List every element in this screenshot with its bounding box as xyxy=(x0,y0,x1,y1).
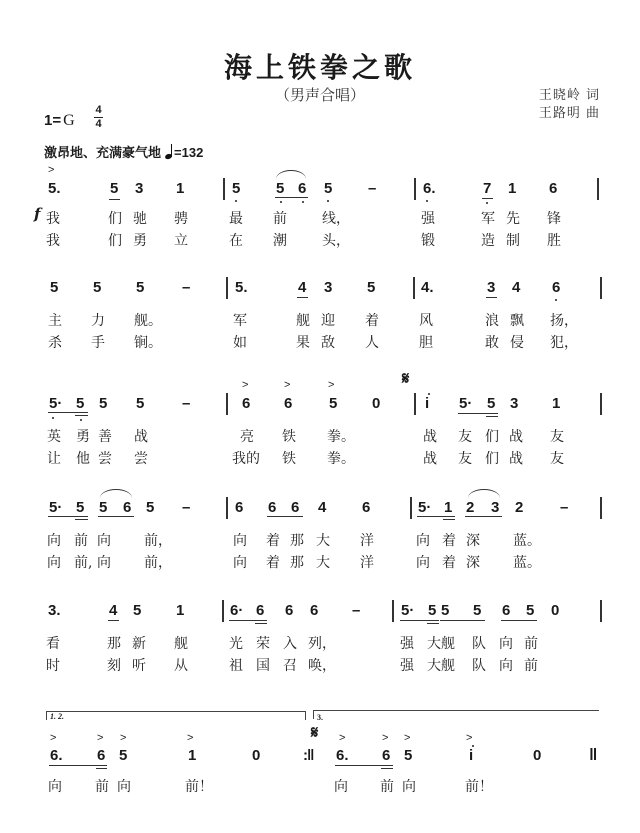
lyric: 前 xyxy=(95,779,109,795)
underline xyxy=(417,516,455,517)
note: 6· xyxy=(230,602,244,619)
time-bottom: 4 xyxy=(95,118,102,130)
lyric: 勇 xyxy=(76,429,90,445)
lyric: 我 xyxy=(46,233,60,249)
lyric: 们 xyxy=(485,429,499,445)
note: 5 xyxy=(428,602,437,619)
lyric: 着 xyxy=(266,555,280,571)
lyric: 向 xyxy=(47,555,61,571)
rest-zero: 0 xyxy=(551,602,560,619)
note: 5 xyxy=(276,180,285,197)
note: 5 xyxy=(487,395,496,412)
lyric: 向 xyxy=(97,555,111,571)
underline xyxy=(108,620,119,621)
lyric: 听 xyxy=(132,658,146,674)
lyric: 立 xyxy=(174,233,188,249)
note: 5 xyxy=(110,180,119,197)
note: 4 xyxy=(109,602,118,619)
barline xyxy=(414,393,416,415)
lyric: 向 xyxy=(47,533,61,549)
note: 3 xyxy=(487,279,496,296)
accent-mark: > xyxy=(97,732,104,744)
note: 3. xyxy=(48,602,61,619)
lyric: 力 xyxy=(91,313,105,329)
underline xyxy=(501,620,537,621)
note: 5 xyxy=(76,395,85,412)
slur xyxy=(276,170,306,179)
note: 4 xyxy=(318,499,327,516)
lyric: 在 xyxy=(229,233,243,249)
note: 1 xyxy=(176,602,185,619)
lyric: 勇 xyxy=(133,233,147,249)
time-signature xyxy=(94,104,103,131)
underline xyxy=(482,198,493,199)
underline xyxy=(75,415,88,416)
underline xyxy=(96,768,107,769)
lyric: 如 xyxy=(233,335,247,351)
barline xyxy=(597,178,599,200)
note: 5 xyxy=(329,395,338,412)
volta-label-1: 1. 2. xyxy=(50,712,64,721)
barline xyxy=(600,277,602,299)
lyric: 敌 xyxy=(321,335,335,351)
lyric: 舰。 xyxy=(134,313,162,329)
tempo-marking xyxy=(44,142,203,161)
lyric: 飘 xyxy=(510,313,524,329)
lyric: 亮 xyxy=(240,429,254,445)
note-high: i xyxy=(425,395,430,412)
lyric: 们 xyxy=(485,451,499,467)
accent-mark: > xyxy=(48,164,55,176)
note: 1 xyxy=(444,499,453,516)
lyric: 铁 xyxy=(282,429,296,445)
low-octave-dot xyxy=(280,201,282,203)
barline xyxy=(414,178,416,200)
underline xyxy=(48,516,88,517)
lyric: 战 xyxy=(423,451,437,467)
low-octave-dot xyxy=(486,202,488,204)
underline xyxy=(75,519,88,520)
note: 5 xyxy=(119,747,128,764)
low-octave-dot xyxy=(235,200,237,202)
rest-dash: – xyxy=(182,499,191,516)
lyric: 舰 xyxy=(296,313,310,329)
barline xyxy=(222,600,224,622)
lyric: 拳。 xyxy=(327,429,355,445)
tempo-value: =132 xyxy=(174,145,204,160)
barline xyxy=(226,497,228,519)
lyric: 前 xyxy=(380,779,394,795)
quarter-note-icon xyxy=(165,145,173,159)
lyric: 主 xyxy=(48,313,62,329)
underline xyxy=(98,516,134,517)
key-note: G xyxy=(63,112,75,129)
barline xyxy=(600,600,602,622)
lyric: 迎 xyxy=(321,313,335,329)
accent-mark: > xyxy=(50,732,57,744)
note: 3 xyxy=(324,279,333,296)
lyric: 先 xyxy=(506,211,520,227)
underline xyxy=(486,297,497,298)
lyric: 英 xyxy=(47,429,61,445)
note: 6. xyxy=(50,747,63,764)
note: 6 xyxy=(549,180,558,197)
lyric: 前 xyxy=(524,658,538,674)
lyric: 驰 xyxy=(133,211,147,227)
song-title: 海上铁拳之歌 xyxy=(223,51,416,84)
accent-mark: > xyxy=(404,732,411,744)
underline xyxy=(335,765,393,766)
composer-credit: 王路明 曲 xyxy=(538,106,600,121)
lyric: 深 xyxy=(466,533,480,549)
underline xyxy=(440,620,485,621)
lyric: 向 xyxy=(334,779,348,795)
underline xyxy=(458,413,498,414)
underline xyxy=(48,412,88,413)
lyric: 潮 xyxy=(273,233,287,249)
note: 2 xyxy=(466,499,475,516)
lyric: 强 xyxy=(400,636,414,652)
barline xyxy=(223,178,225,200)
note: 4 xyxy=(298,279,307,296)
lyric: 善 xyxy=(98,429,112,445)
lyric: 大舰 xyxy=(427,636,455,652)
low-octave-dot xyxy=(327,200,329,202)
note: 5 xyxy=(99,395,108,412)
note: 6 xyxy=(298,180,307,197)
barline xyxy=(410,497,412,519)
lyric: 让 xyxy=(47,451,61,467)
note: 5 xyxy=(76,499,85,516)
tempo-text: 激昂地、充满豪气地 xyxy=(44,145,162,160)
lyric: 光 xyxy=(229,636,243,652)
underline xyxy=(267,516,303,517)
lyric: 队 xyxy=(472,658,486,674)
lyric: 犯， xyxy=(550,335,578,351)
note: 5. xyxy=(48,180,61,197)
note: 5 xyxy=(50,279,59,296)
lyric: 友 xyxy=(458,429,472,445)
lyric: 着 xyxy=(266,533,280,549)
accent-mark: > xyxy=(328,379,335,391)
lyric: 向 xyxy=(416,555,430,571)
lyric: 军 xyxy=(481,211,495,227)
lyric: 向 xyxy=(402,779,416,795)
lyric: 看 xyxy=(46,636,60,652)
lyric: 强 xyxy=(421,211,435,227)
lyric: 友 xyxy=(458,451,472,467)
note: 6. xyxy=(423,180,436,197)
lyric: 他 xyxy=(76,451,90,467)
lyric: 手 xyxy=(91,335,105,351)
rest-zero: 0 xyxy=(252,747,261,764)
note: 5. xyxy=(235,279,248,296)
note: 5· xyxy=(401,602,415,619)
lyric: 向 xyxy=(233,555,247,571)
underline xyxy=(465,516,502,517)
underline xyxy=(109,199,120,200)
lyric: 友 xyxy=(550,451,564,467)
rest-zero: 0 xyxy=(372,395,381,412)
note: 4. xyxy=(421,279,434,296)
note: 5 xyxy=(146,499,155,516)
rest-dash: – xyxy=(352,602,361,619)
underline xyxy=(443,519,455,520)
barline xyxy=(226,277,228,299)
note: 5 xyxy=(324,180,333,197)
lyric: 着 xyxy=(442,533,456,549)
lyric: 时 xyxy=(46,658,60,674)
note: 5· xyxy=(459,395,473,412)
note: 6 xyxy=(291,499,300,516)
slur xyxy=(468,489,500,498)
barline xyxy=(600,393,602,415)
note: 6 xyxy=(362,499,371,516)
lyric: 扬， xyxy=(550,313,578,329)
note: 5· xyxy=(49,499,63,516)
note: 6 xyxy=(256,602,265,619)
lyric: 们 xyxy=(108,233,122,249)
note: 5 xyxy=(404,747,413,764)
lyric: 果 xyxy=(296,335,310,351)
underline xyxy=(427,623,439,624)
note: 5 xyxy=(441,602,450,619)
note: 5 xyxy=(99,499,108,516)
note: 3 xyxy=(135,180,144,197)
underline xyxy=(49,765,107,766)
underline xyxy=(400,620,439,621)
lyric: 友 xyxy=(550,429,564,445)
lyric: 唤， xyxy=(308,658,336,674)
low-octave-dot xyxy=(426,200,428,202)
note: 6 xyxy=(502,602,511,619)
barline xyxy=(600,497,602,519)
note: 5 xyxy=(136,279,145,296)
lyric: 侵 xyxy=(510,335,524,351)
lyric: 着 xyxy=(442,555,456,571)
lyric: 向 xyxy=(499,636,513,652)
note: 1 xyxy=(552,395,561,412)
note: 6 xyxy=(552,279,561,296)
lyric: 我的 xyxy=(232,451,260,467)
rest-zero: 0 xyxy=(533,747,542,764)
lyric: 风 xyxy=(419,313,433,329)
accent-mark: > xyxy=(120,732,127,744)
lyric: 胜 xyxy=(547,233,561,249)
low-octave-dot xyxy=(52,417,54,419)
note: 6 xyxy=(285,602,294,619)
note: 6 xyxy=(310,602,319,619)
lyricist-credit: 王晓岭 词 xyxy=(538,88,600,103)
repeat-end-barline: :‖ xyxy=(303,747,314,764)
note: 5 xyxy=(526,602,535,619)
lyric: 向 xyxy=(499,658,513,674)
barline xyxy=(226,393,228,415)
lyric: 列， xyxy=(308,636,336,652)
underline xyxy=(275,197,308,198)
underline xyxy=(255,623,267,624)
lyric: 铁 xyxy=(282,451,296,467)
lyric: 入 xyxy=(283,636,297,652)
lyric: 战 xyxy=(134,429,148,445)
lyric: 那 xyxy=(107,636,121,652)
lyric: 锏。 xyxy=(134,335,162,351)
lyric: 造 xyxy=(481,233,495,249)
lyric: 舰 xyxy=(174,636,188,652)
lyric: 前！ xyxy=(185,779,213,795)
note: 6 xyxy=(268,499,277,516)
note: 5 xyxy=(473,602,482,619)
note: 6 xyxy=(284,395,293,412)
lyric: 荣 xyxy=(256,636,270,652)
barline xyxy=(392,600,394,622)
lyric: 前 xyxy=(74,533,88,549)
underline xyxy=(486,416,498,417)
lyric: 前 xyxy=(273,211,287,227)
lyric: 向 xyxy=(97,533,111,549)
note: 1 xyxy=(508,180,517,197)
final-barline: ‖ xyxy=(589,745,596,764)
rest-dash: – xyxy=(182,395,191,412)
note: 2 xyxy=(515,499,524,516)
note: 5 xyxy=(367,279,376,296)
rest-dash: – xyxy=(560,499,569,516)
rest-dash: – xyxy=(368,180,377,197)
song-subtitle: （男声合唱） xyxy=(274,86,365,104)
lyric: 洋 xyxy=(360,533,374,549)
underline xyxy=(297,297,308,298)
lyric: 向 xyxy=(117,779,131,795)
lyric: 向 xyxy=(416,533,430,549)
lyric: 线， xyxy=(322,211,350,227)
note: 5· xyxy=(418,499,432,516)
note: 6 xyxy=(382,747,391,764)
lyric: 那 xyxy=(290,533,304,549)
lyric: 锻 xyxy=(421,233,435,249)
time-top: 4 xyxy=(95,104,102,116)
volta-bracket-1 xyxy=(46,711,306,720)
lyric: 刻 xyxy=(107,658,121,674)
slur xyxy=(100,489,132,498)
segno-icon: 𝄋 xyxy=(311,723,319,743)
lyric: 队 xyxy=(472,636,486,652)
key-signature xyxy=(44,112,75,130)
note: 5· xyxy=(49,395,63,412)
accent-mark: > xyxy=(339,732,346,744)
lyric: 胆 xyxy=(419,335,433,351)
note: 3 xyxy=(510,395,519,412)
lyric: 蓝。 xyxy=(513,533,541,549)
lyric: 战 xyxy=(509,451,523,467)
lyric: 向 xyxy=(233,533,247,549)
lyric: 制 xyxy=(506,233,520,249)
note: 7 xyxy=(483,180,492,197)
note: 4 xyxy=(512,279,521,296)
lyric: 军 xyxy=(233,313,247,329)
note: 1 xyxy=(188,747,197,764)
lyric: 前 xyxy=(524,636,538,652)
accent-mark: > xyxy=(284,379,291,391)
lyric: 那 xyxy=(290,555,304,571)
lyric: 敢 xyxy=(485,335,499,351)
note: 5 xyxy=(232,180,241,197)
lyric: 着 xyxy=(365,313,379,329)
lyric: 尝 xyxy=(98,451,112,467)
lyric: 们 xyxy=(108,211,122,227)
accent-mark: > xyxy=(466,732,473,744)
lyric: 尝 xyxy=(134,451,148,467)
low-octave-dot xyxy=(80,419,82,421)
note: 5 xyxy=(136,395,145,412)
rest-dash: – xyxy=(182,279,191,296)
note: 5 xyxy=(93,279,102,296)
lyric: 前！ xyxy=(465,779,493,795)
note: 1 xyxy=(176,180,185,197)
lyric: 锋 xyxy=(547,211,561,227)
volta-label-2: 3. xyxy=(317,713,323,722)
note: 3 xyxy=(491,499,500,516)
lyric: 头， xyxy=(322,233,350,249)
key-prefix: 1= xyxy=(44,112,62,129)
lyric: 拳。 xyxy=(327,451,355,467)
low-octave-dot xyxy=(302,201,304,203)
accent-mark: > xyxy=(382,732,389,744)
lyric: 召 xyxy=(283,658,297,674)
lyric: 强 xyxy=(400,658,414,674)
barline xyxy=(413,277,415,299)
lyric: 国 xyxy=(256,658,270,674)
lyric: 浪 xyxy=(485,313,499,329)
lyric: 我 xyxy=(46,211,60,227)
lyric: 深 xyxy=(466,555,480,571)
note: 5 xyxy=(133,602,142,619)
lyric: 人 xyxy=(365,335,379,351)
lyric: 杀 xyxy=(48,335,62,351)
low-octave-dot xyxy=(555,299,557,301)
note: 6 xyxy=(97,747,106,764)
volta-bracket-2 xyxy=(313,710,599,719)
lyric: 大 xyxy=(316,555,330,571)
dynamic-forte: f xyxy=(34,205,41,223)
lyric: 洋 xyxy=(360,555,374,571)
lyric: 最 xyxy=(229,211,243,227)
lyric: 前， xyxy=(144,555,172,571)
accent-mark: > xyxy=(187,732,194,744)
lyric: 向 xyxy=(48,779,62,795)
lyric: 大舰 xyxy=(427,658,455,674)
lyric: 新 xyxy=(132,636,146,652)
note: 6. xyxy=(336,747,349,764)
lyric: 战 xyxy=(423,429,437,445)
underline xyxy=(381,768,393,769)
lyric: 前, xyxy=(74,555,93,571)
lyric: 蓝。 xyxy=(513,555,541,571)
lyric: 战 xyxy=(509,429,523,445)
accent-mark: > xyxy=(242,379,249,391)
lyric: 祖 xyxy=(229,658,243,674)
note-high: i xyxy=(469,747,474,764)
note: 6 xyxy=(123,499,132,516)
lyric: 骋 xyxy=(174,211,188,227)
segno-icon: 𝄋 xyxy=(402,369,410,389)
lyric: 从 xyxy=(174,658,188,674)
underline xyxy=(229,620,267,621)
lyric: 前， xyxy=(144,533,172,549)
note: 6 xyxy=(242,395,251,412)
lyric: 大 xyxy=(316,533,330,549)
note: 6 xyxy=(235,499,244,516)
